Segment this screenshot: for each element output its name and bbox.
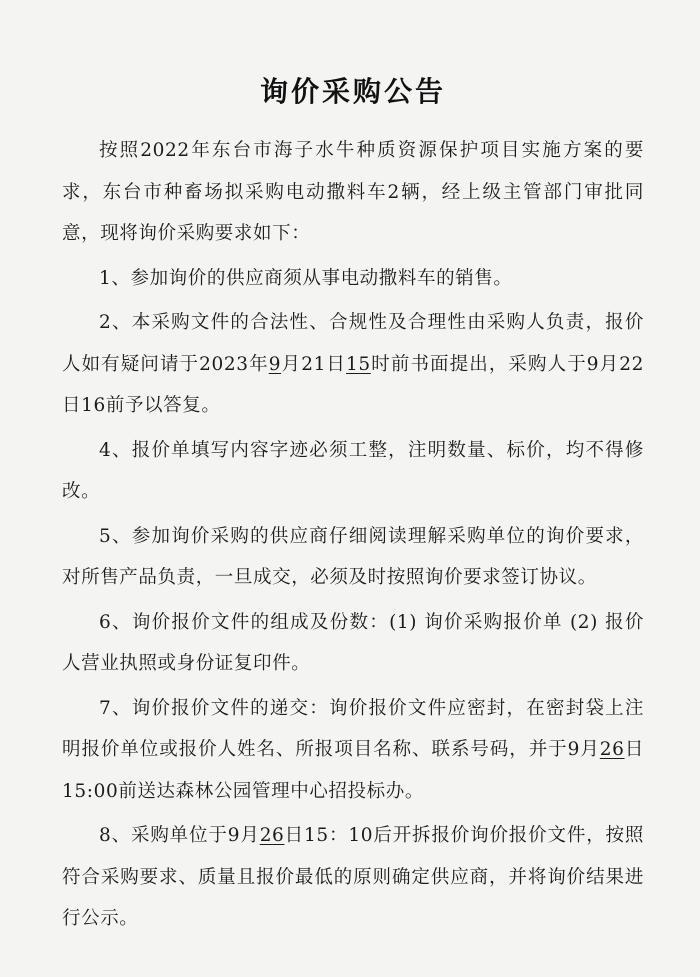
page-title: 询价采购公告	[259, 75, 446, 108]
item-8-day: 26	[259, 825, 285, 846]
item-1: 1、参加询价的供应商须从事电动撒料车的销售。	[99, 267, 513, 289]
item-2-month: 9	[268, 353, 282, 375]
item-2-hour: 15	[346, 353, 371, 375]
item-7-text-b: 日15:00前送达森林公园管理中心招投标办。	[62, 739, 644, 802]
item-7-text-a: 7、询价报价文件的递交：询价报价文件应密封，在密封袋上注明报价单位或报价人姓名、所报项目名称、联系号码，并于9月	[62, 697, 644, 760]
item-8-text-a: 8、采购单位于9月	[99, 825, 260, 846]
item-8-text-b: 日15：10后开拆报价询价报价文件，按照符合采购要求、质量且报价最低的原则确定供应商，并将询价结果进行公示。	[62, 825, 644, 929]
item-5: 5、参加询价采购的供应商仔细阅读理解采购单位的询价要求，对所售产品负责，一旦成交，必须及时按照询价要求签订协议。	[62, 525, 644, 588]
item-2	[62, 302, 644, 427]
item-4: 4、报价单填写内容字迹必须工整，注明数量、标价，均不得修改。	[62, 439, 644, 502]
item-2-text-c: 时前书面提出，采购人于9月22日16前予以答复。	[62, 353, 644, 416]
item-7	[62, 688, 644, 813]
item-2-text-a: 2、本采购文件的合法性、合规性及合理性由采购人负责，报价人如有疑问请于2023年	[62, 312, 644, 375]
intro-paragraph: 按照2022年东台市海子水牛种质资源保护项目实施方案的要求，东台市种畜场拟采购电动撒料车2辆，经上级主管部门审批同意，现将询价采购要求如下：	[62, 140, 644, 244]
item-2-text-b: 月21日	[281, 353, 347, 375]
item-7-day: 26	[599, 739, 625, 760]
item-6: 6、询价报价文件的组成及份数：(1) 询价采购报价单 (2) 报价人营业执照或身份证复印件。	[62, 611, 644, 674]
item-8	[62, 815, 644, 940]
